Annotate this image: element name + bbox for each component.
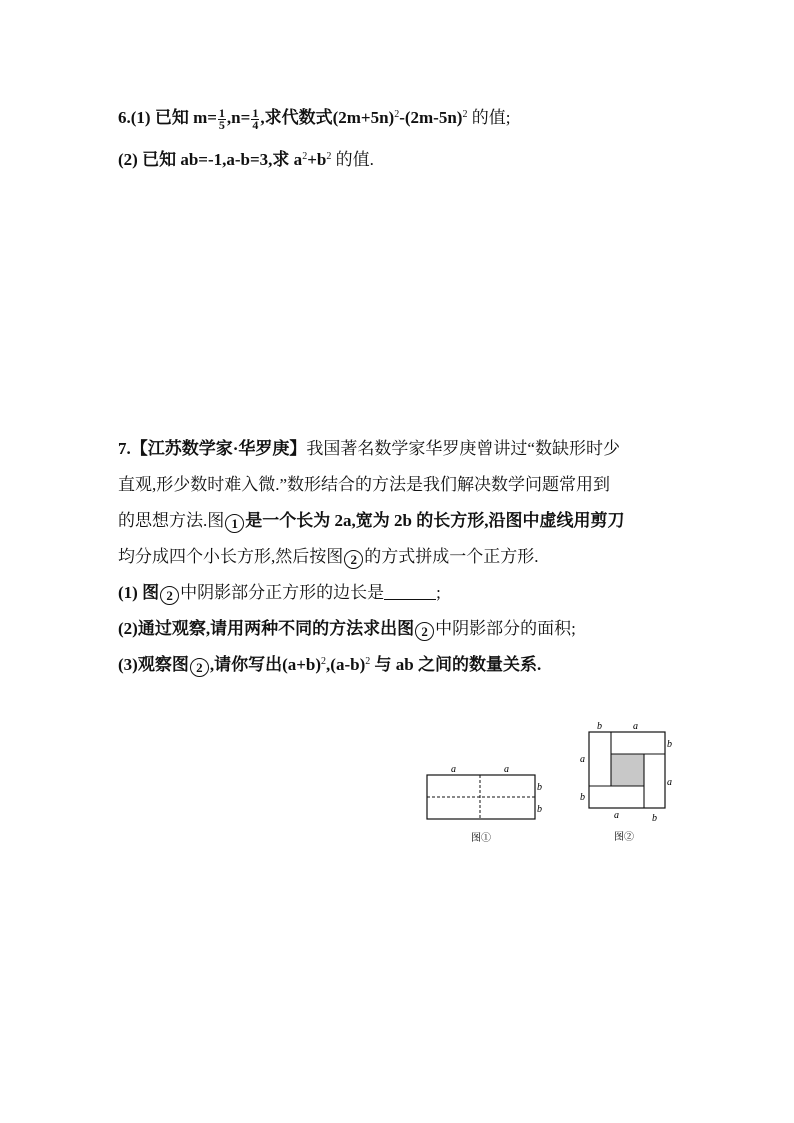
question-1: (1) 图 2 中阴影部分正方形的边长是 ; bbox=[118, 583, 441, 603]
label-b: b bbox=[537, 782, 542, 793]
svg-text:b: b bbox=[652, 813, 657, 824]
problem-7-line-2: 直观,形少数时难入微.”数形结合的方法是我们解决数学问题常用到 bbox=[118, 475, 611, 494]
fraction-m: $\frac{1}{5}$ bbox=[218, 105, 225, 132]
circled-number-2: 2 bbox=[344, 550, 363, 569]
figure-2-caption: 图② bbox=[614, 832, 634, 843]
svg-text:b: b bbox=[597, 721, 602, 732]
svg-text:a: a bbox=[667, 777, 672, 788]
label-b: b bbox=[537, 804, 542, 815]
answer-blank[interactable] bbox=[384, 585, 436, 600]
svg-text:b: b bbox=[667, 739, 672, 750]
shaded-square bbox=[611, 754, 644, 786]
label-a: a bbox=[451, 764, 456, 775]
problem-7-line-3: 的思想方法.图 1 是一个长为 2a,宽为 2b 的长方形,沿图中虚线用剪刀 bbox=[118, 511, 625, 531]
circled-number-1: 1 bbox=[225, 514, 244, 533]
fraction-n: $\frac{1}{4}$ bbox=[252, 105, 259, 132]
problem-7-line-4: 均分成四个小长方形,然后按图 2 的方式拼成一个正方形. bbox=[118, 547, 539, 567]
svg-text:b: b bbox=[580, 792, 585, 803]
problem-6-part-2: (2) 已知 ab=-1,a-b=3,求 $a^2+b^2$ 的值. bbox=[118, 150, 374, 169]
problem-number: 7. bbox=[118, 439, 131, 458]
svg-text:a: a bbox=[614, 810, 619, 821]
circled-number-2: 2 bbox=[160, 586, 179, 605]
figure-1-rectangle-diagram bbox=[415, 760, 555, 850]
problem-tag: 【江苏数学家·华罗庚】 bbox=[130, 439, 307, 458]
problem-6-part-1: 6.(1) 已知 m= $\frac{1}{5}$ ,n= $\frac{1}{4}$ ,求代数式$(2m+5n)^2-(2m-5n)^2$ 的值; bbox=[118, 105, 511, 132]
figure-2-square-diagram bbox=[570, 715, 685, 850]
question-2: (2)通过观察,请用两种不同的方法求出图 2 中阴影部分的面积; bbox=[118, 619, 576, 639]
problem-7-line-1: 7.【江苏数学家·华罗庚】我国著名数学家华罗庚曾讲过“数缺形时少 bbox=[118, 439, 620, 458]
figure-1-caption: 图① bbox=[471, 833, 491, 844]
svg-text:a: a bbox=[633, 721, 638, 732]
label-a: a bbox=[504, 764, 509, 775]
circled-number-2: 2 bbox=[190, 658, 209, 677]
svg-text:a: a bbox=[580, 754, 585, 765]
question-3: (3)观察图 2 ,请你写出$(a+b)^2,(a-b)^2$ 与 ab 之间的数量关系. bbox=[118, 655, 542, 675]
problem-6-part1-prefix: 6.(1) 已知 m= bbox=[118, 108, 217, 127]
circled-number-2: 2 bbox=[415, 622, 434, 641]
